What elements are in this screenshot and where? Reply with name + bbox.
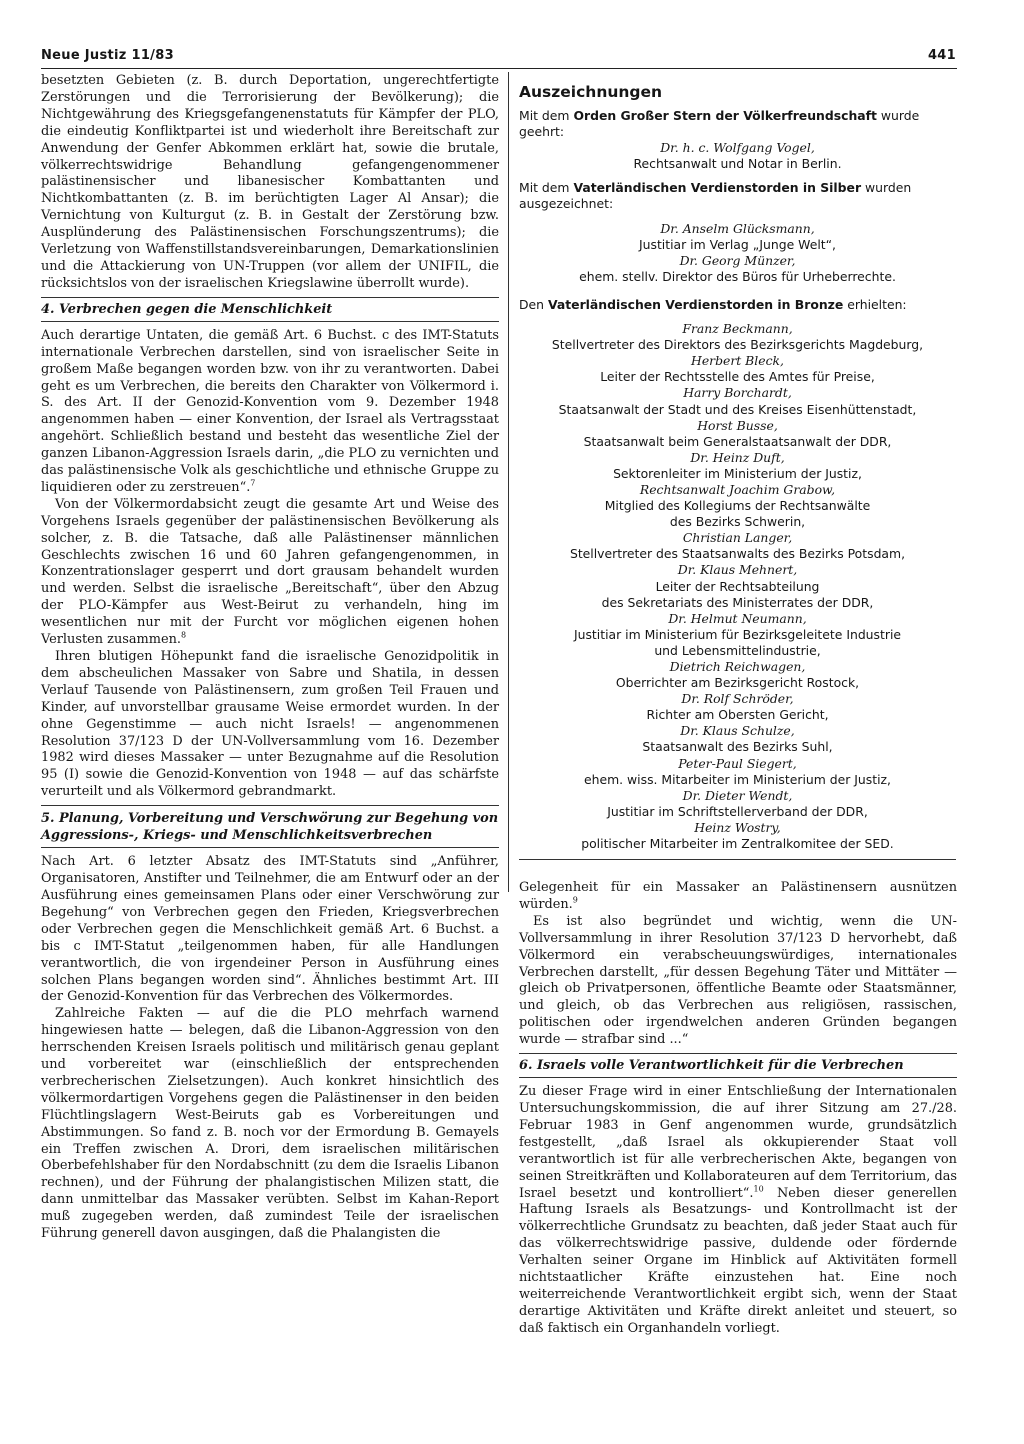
spacer xyxy=(519,172,956,180)
section-rule xyxy=(41,297,499,298)
recipient-name: Heinz Wostry, xyxy=(694,819,781,835)
recipient-description: Leiter der Rechtsstelle des Amtes für Preise, xyxy=(600,369,875,385)
right-column-text xyxy=(519,880,957,1338)
recipient-name: Rechtsanwalt Joachim Grabow, xyxy=(639,481,836,497)
recipient-description: politischer Mitarbeiter im Zentralkomitee der SED. xyxy=(581,836,894,852)
recipient-description: Staatsanwalt des Bezirks Suhl, xyxy=(642,739,833,755)
recipient-name: Dr. h. c. Wolfgang Vogel, xyxy=(660,140,815,156)
recipient-description: des Sekretariats des Ministerrates der DDR, xyxy=(601,594,874,610)
recipient-description: Rechtsanwalt und Notar in Berlin. xyxy=(633,156,842,172)
recipient-description: Justitiar im Verlag „Junge Welt“, xyxy=(638,236,836,252)
recipient-name: Dr. Rolf Schröder, xyxy=(681,691,794,707)
award-order-name: Orden Großer Stern der Völkerfreundschaft xyxy=(573,108,877,123)
section-5-paragraph-1: Nach Art. 6 letzter Absatz des IMT-Statuts sind „Anführer, Organisatoren, Anstifter und Teilnehmer, die am Entwurf oder an der Ausführung eines gemeinsamen Plans oder einer Verschwörung zur Begehung“ von Verbrechen gegen den Frieden, Kriegsverbrechen oder Verbrechen gegen die Menschlichkeit gemäß Art. 6 Buchst. a bis c IMT-Statut „teilgenommen haben, für alle Handlungen verantwortlich, die von irgendeiner Person in Ausführung eines solchen Plans begangen worden sind“. Ähnliches bestimmt Art. III der Genozid-Konvention für das Verbrechen des Völkermordes. xyxy=(41,854,499,1005)
recipient-description: Staatsanwalt der Stadt und des Kreises Eisenhüttenstadt, xyxy=(558,401,917,417)
recipient-description: Richter am Obersten Gericht, xyxy=(646,707,829,723)
section-5-paragraph-2: Zahlreiche Fakten — auf die die PLO mehrfach warnend hingewiesen hatte — belegen, daß die Libanon-Aggression von den herrschenden Kreisen Israels politisch und militärisch genau geplant und vorbereitet war (einschließlich der entsprechenden verbrecherischen Zielsetzungen). Auch konkret hinsichtlich des völkermordartigen Vorgehens gegen die Palästinenser in den beiden Flüchtlingslagern West-Beiruts gab es Vorbereitungen und Abstimmungen. So fand z. B. noch vor der Ermordung B. Gemayels ein Treffen zwischen A. Drori, dem israelischen militärischen Oberbefehlshaber für den Nordabschnitt (zu dem die Israelis Libanon rechnen), und der Führung der phalangistischen Milizen statt, die dann unmittelbar das Massaker verübten. Selbst im Kahan-Report muß zugegeben werden, daß zumindest Teile der israelischen Führung generell davon ausgingen, daß die Phalangisten die xyxy=(41,1006,499,1242)
recipient-description: Staatsanwalt beim Generalstaatsanwalt der DDR, xyxy=(583,433,892,449)
recipient-name: Dr. Heinz Duft, xyxy=(690,449,785,465)
recipient-name: Franz Beckmann, xyxy=(682,321,793,337)
footnote-ref-9: 9 xyxy=(572,895,578,905)
paragraph-continuation xyxy=(519,880,957,914)
footnote-ref-7: 7 xyxy=(250,478,256,488)
section-4-paragraph-1 xyxy=(41,328,499,497)
recipient-name: Dr. Georg Münzer, xyxy=(679,252,796,268)
award-group-2-intro xyxy=(519,180,956,212)
recipient-name: Dr. Klaus Schulze, xyxy=(680,723,795,739)
award-order-name: Vaterländischen Verdienstorden in Bronze xyxy=(547,296,844,312)
section-6-heading: 6. Israels volle Verantwortlichkeit für die Verbrechen xyxy=(519,1057,957,1078)
award-group-3-intro xyxy=(519,297,956,313)
awards-title: Auszeichnungen xyxy=(519,83,663,101)
footnote-ref-8: 8 xyxy=(181,630,187,640)
award-intro-text: Den xyxy=(519,296,548,312)
recipient-name: Peter-Paul Siegert, xyxy=(678,755,797,771)
award-intro-text: wurde geehrt: xyxy=(519,108,920,140)
recipient-description: Sektorenleiter im Ministerium der Justiz, xyxy=(613,465,862,481)
award-order-name: Vaterländischen Verdienstorden in Silber xyxy=(573,180,862,196)
awards-end-rule xyxy=(519,859,956,860)
section-rule xyxy=(519,1053,957,1054)
s4-p1-text: Auch derartige Untaten, die gemäß Art. 6 Buchst. c des IMT-Statuts internationale Verbrechen darstellen, sind von israelischer Seite in großem Maße begangen worden bzw. von ihr zu verantworten. Dabei geht es um Verbrechen, die bereits den Charakter von Völkermord i. S. des Art. II der Genozid-Konvention vom 9. Dezember 1948 angenommen haben — einer Konvention, der Israel als Vertragsstaat angehört. Schließlich bestand und besteht das wesentliche Ziel der ganzen Libanon-Aggression Israels darin, „die PLO zu vernichten und das palästinensische Volk als geschichtliche und ethnische Gruppe zu liquidieren oder zu zerstreuen“. xyxy=(41,327,499,495)
recipient-description: Mitglied des Kollegiums der Rechtsanwälte xyxy=(604,498,871,514)
section-6-paragraph-1 xyxy=(519,1084,957,1338)
award-intro-text: Mit dem xyxy=(519,180,574,196)
paragraph-continuation: besetzten Gebieten (z. B. durch Deportation, ungerechtfertigte Zerstörungen und die Terrorisierung der Bevölkerung); die Nichtgewährung des Kriegsgefangenenstatuts für Kämpfer der PLO, die eindeutig Konfliktpartei ist und wiederholt ihre Bereitschaft zur Anwendung der Genfer Abkommen erklärt hat, sowie die brutale, völkerrechtswidrige Behandlung gefangengenommener palästinensischer und libanesischer Kombattanten und Nichtkombattanten (z. B. im berüchtigten Lager Al Ansar); die Vernichtung von Kulturgut (z. B. in Gestalt der Zerstörung bzw. Ausplünderung des Palästinensischen Forschungszentrums); die Verletzung von Waffenstillstandsvereinbarungen, Demarkationslinien und die Attackierung von UN-Truppen (vor allem der UNIFIL, die rücksichtslos von der israelischen Kriegslawine überrollt wurde). xyxy=(41,73,499,291)
s6-p1-cont: Neben dieser generellen Haftung Israels als Besatzungs- und Kontrollmacht ist der völkerrechtliche Grundsatz zu beachten, daß jeder Staat auch für das völkerrechtswidrige passive, duldende oder fördernde Verhalten seiner Organe im Hinblick auf Aktivitäten formell nichtstaatlicher Kräfte einzustehen hat. Eine noch weiterreichende Verantwortlichkeit ergibt sich, wenn der Staat derartige Aktivitäten und Kräfte direkt anleitet und steuert, so daß faktisch ein Organhandeln vorliegt. xyxy=(519,1185,957,1336)
s6-p1-text: Zu dieser Frage wird in einer Entschließung der Internationalen Untersuchungskommission, die auf ihrer Sitzung am 27./28. Februar 1983 in Genf angenommen wurde, grundsätzlich festgestellt, „daß Israel als okkupierender Staat voll verantwortlich ist für alle verbrecherischen Akte, begangen von seinen Streitkräften und Kollaborateuren auf dem Territorium, das Israel besetzt und kontrolliert“. xyxy=(519,1084,957,1201)
recipient-description: Stellvertreter des Direktors des Bezirksgerichts Magdeburg, xyxy=(551,337,924,353)
section-4-paragraph-2 xyxy=(41,497,499,649)
running-header-journal: Neue Justiz 11/83 xyxy=(41,48,174,63)
recipient-description: ehem. wiss. Mitarbeiter im Ministerium der Justiz, xyxy=(584,771,891,787)
award-group-1-intro xyxy=(519,108,956,140)
awards-block xyxy=(519,82,956,860)
recipient-description: Justitiar im Ministerium für Bezirksgeleitete Industrie xyxy=(573,626,902,642)
recipient-description: Justitiar im Schriftstellerverband der DDR, xyxy=(607,803,868,819)
recipient-description: Stellvertreter des Staatsanwalts des Bezirks Potsdam, xyxy=(569,546,906,562)
recipient-name: Horst Busse, xyxy=(697,417,778,433)
award-intro-text: Mit dem xyxy=(519,108,574,123)
recipient-name: Dr. Dieter Wendt, xyxy=(682,787,793,803)
recipient-name: Dr. Helmut Neumann, xyxy=(668,610,807,626)
recipient-name: Dr. Anselm Glücksmann, xyxy=(660,220,815,236)
award-intro-text: wurden ausgezeichnet: xyxy=(519,180,912,212)
recipient-name: Herbert Bleck, xyxy=(691,353,784,369)
recipient-description: und Lebensmittelindustrie, xyxy=(654,642,821,658)
recipient-description: ehem. stellv. Direktor des Büros für Urheberrechte. xyxy=(579,268,896,284)
bronze-recipient-list xyxy=(519,321,956,852)
recipient-description: Leiter der Rechtsabteilung xyxy=(655,578,820,594)
recipient-name: Christian Langer, xyxy=(682,530,793,546)
spacer xyxy=(519,313,956,321)
recipient-name: Harry Borchardt, xyxy=(683,385,792,401)
spacer xyxy=(519,213,956,221)
recipient-name: Dietrich Reichwagen, xyxy=(669,659,806,674)
paragraph: Es ist also begründet und wichtig, wenn die UN-Vollversammlung in ihrer Resolution 37/123 D hervorhebt, daß Völkermord ein verabscheuungswürdiges, internationales Verbrechen darstellt, „für dessen Begehung Täter und Mittäter — gleich ob Privatpersonen, öffentliche Beamte oder Staatsmänner, und gleich, ob das Verbrechen aus religiösen, rassischen, politischen oder irgendwelchen anderen Gründen begangen wurde — strafbar sind ...“ xyxy=(519,913,957,1048)
section-4-paragraph-3: Ihren blutigen Höhepunkt fand die israelische Genozidpolitik in dem abscheulichen Massaker von Sabre und Shatila, in dessen Verlauf Tausende von Palästinensern, zum großen Teil Frauen und Kinder, auf unvorstellbar grausame Weise ermordet wurden. In der ohne Gegenstimme — auch nicht Israels! — angenommenen Resolution 37/123 D der UN-Vollversammlung vom 16. Dezember 1982 wird dieses Massaker — unter Bezugnahme auf die Resolution 95 (I) sowie die Genozid-Konvention von 1948 — auf das schärfste verurteilt und als Völkermord gebrandmarkt. xyxy=(41,649,499,800)
award-intro-text: erhielten: xyxy=(843,296,907,312)
section-5-heading: 5. Planung, Vorbereitung und Verschwörung zur Begehung von Aggressions-, Kriegs- und Menschlichkeitsverbrechen xyxy=(41,810,499,848)
recipient-description: Oberrichter am Bezirksgericht Rostock, xyxy=(615,675,860,691)
recipient-name: Dr. Klaus Mehnert, xyxy=(677,562,798,578)
s4-p2-text: Von der Völkermordabsicht zeugt die gesamte Art und Weise des Vorgehens Israels gegenüber der palästinensischen Bevölkerung als solcher, z. B. die Tatsache, daß alle Palästinenser männlichen Geschlechts zwischen 16 und 60 Jahren gefangengenommen, in Konzentrationslager gesperrt und dort grausam behandelt wurden und werden. Selbst die israelische „Bereitschaft“, über den Abzug der PLO-Kämpfer aus West-Beirut zu verhandeln, hing im wesentlichen nur mit der Furcht vor möglichen eigenen hohen Verlusten zusammen. xyxy=(41,496,499,648)
header-rule xyxy=(41,68,957,69)
spacer xyxy=(519,285,956,297)
section-rule xyxy=(41,805,499,806)
page-number: 441 xyxy=(927,48,956,63)
section-4-heading: 4. Verbrechen gegen die Menschlichkeit xyxy=(41,301,499,322)
left-column xyxy=(41,73,499,1243)
footnote-ref-10: 10 xyxy=(753,1184,764,1194)
recipient-description: des Bezirks Schwerin, xyxy=(669,514,806,530)
column-separator xyxy=(508,72,509,892)
c2-p1-text: Gelegenheit für ein Massaker an Palästinensern ausnützen würden. xyxy=(519,880,957,912)
